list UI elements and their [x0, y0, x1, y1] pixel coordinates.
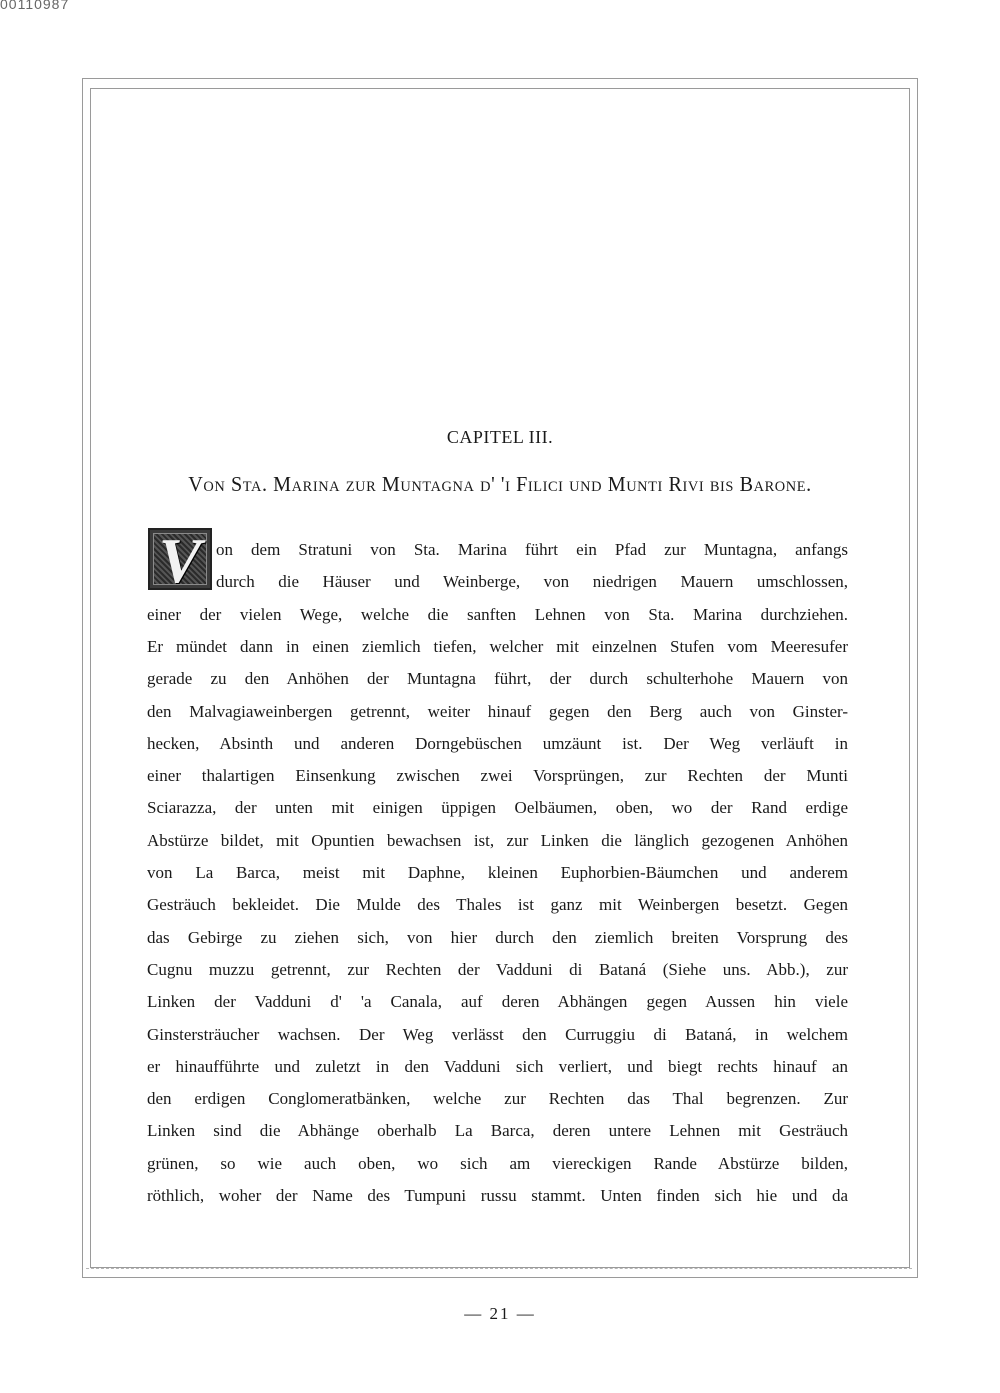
body-line: Er mündet dann in einen ziemlich tiefen, welcher mit einzelnen Stufen vom Meeresufer: [147, 636, 848, 656]
chapter-subtitle: Von Sta. Marina zur Muntagna d' 'i Filici und Munti Rivi bis Barone.: [188, 472, 812, 496]
body-line: Cugnu muzzu getrennt, zur Rechten der Vadduni di Bataná (Siehe uns. Abb.), zur: [147, 959, 848, 979]
body-line: von La Barca, meist mit Daphne, kleinen Euphorbien-Bäumchen und anderem: [147, 863, 848, 882]
body-line: Linken der Vadduni d' 'a Canala, auf deren Abhängen gegen Aussen hin viele: [147, 992, 848, 1012]
body-line: er hinaufführte und zuletzt in den Vadduni sich verliert, und biegt rechts hinauf an: [147, 1056, 848, 1076]
body-line: on dem Stratuni von Sta. Marina führt ein Pfad zur Muntagna, anfangs: [216, 540, 848, 559]
body-line: Sciarazza, der unten mit einigen üppigen Oelbäumen, oben, wo der Rand erdige: [147, 798, 848, 818]
body-line: den Malvagiaweinbergen getrennt, weiter hinauf gegen den Berg auch von Ginster-: [147, 701, 848, 721]
body-line: Linken sind die Abhänge oberhalb La Barca, deren untere Lehnen mit Gesträuch: [147, 1121, 848, 1141]
scan-id: 00110987: [0, 0, 70, 12]
drop-initial: [148, 528, 212, 590]
page-number: — 21 —: [464, 1304, 536, 1323]
body-line: gerade zu den Anhöhen der Muntagna führt, der durch schulterhohe Mauern von: [147, 669, 848, 689]
body-line: Abstürze bildet, mit Opuntien bewachsen ist, zur Linken die länglich gezogenen Anhöhen: [147, 830, 848, 850]
body-line: grünen, so wie auch oben, wo sich am viereckigen Rande Abstürze bilden,: [147, 1153, 848, 1173]
body-line: Gesträuch bekleidet. Die Mulde des Thales ist ganz mit Weinbergen besetzt. Gegen: [147, 895, 848, 915]
chapter-heading: CAPITEL III.: [446, 427, 554, 447]
frame-bottom-rule: [86, 1268, 912, 1269]
drop-initial-letter: V: [158, 528, 202, 590]
body-line: röthlich, woher der Name des Tumpuni russu stammt. Unten finden sich hie und da: [147, 1186, 848, 1205]
body-line: das Gebirge zu ziehen sich, von hier durch den ziemlich breiten Vorsprung des: [147, 927, 848, 947]
body-line: hecken, Absinth und anderen Dorngebüschen umzäunt ist. Der Weg verläuft in: [147, 733, 848, 753]
body-line: durch die Häuser und Weinberge, von niedrigen Mauern umschlossen,: [216, 572, 848, 592]
body-line: einer der vielen Wege, welche die sanften Lehnen von Sta. Marina durchziehen.: [147, 604, 848, 624]
body-line: Ginstersträucher wachsen. Der Weg verlässt den Curruggiu di Bataná, in welchem: [147, 1024, 848, 1044]
body-line: den erdigen Conglomeratbänken, welche zur Rechten das Thal begrenzen. Zur: [147, 1089, 848, 1109]
body-line: einer thalartigen Einsenkung zwischen zwei Vorsprüngen, zur Rechten der Munti: [147, 766, 848, 786]
